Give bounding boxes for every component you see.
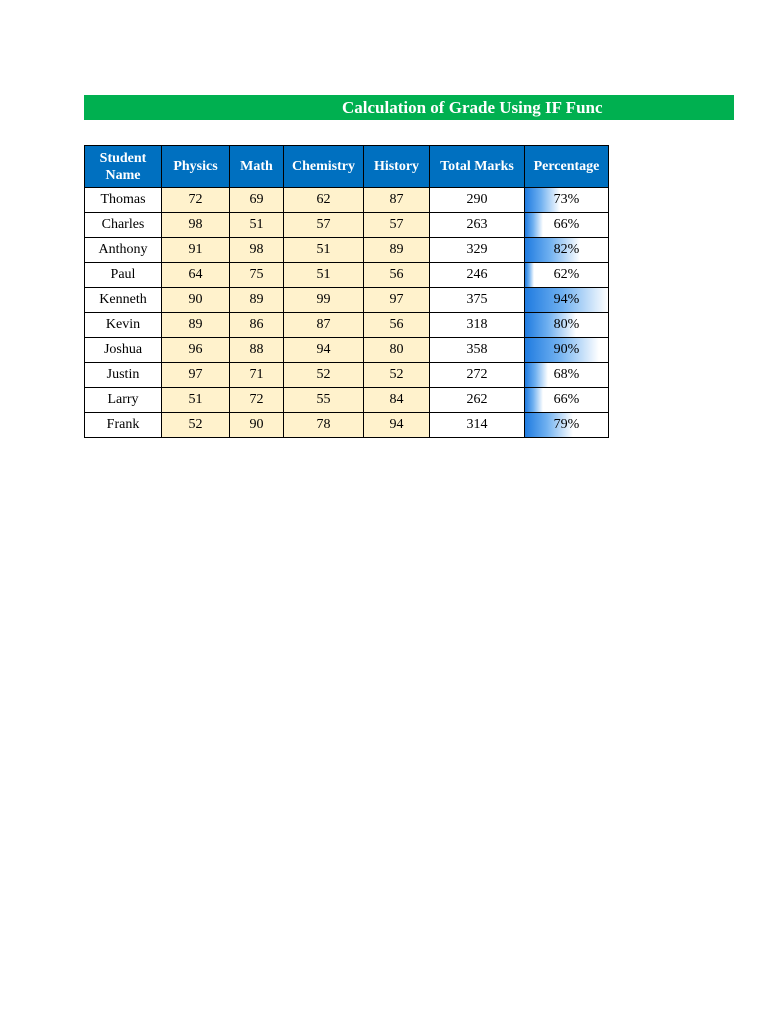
percentage-cell[interactable] (525, 388, 609, 413)
total-marks-cell[interactable]: 290 (430, 188, 525, 213)
title-bar (84, 95, 734, 120)
header-percentage[interactable]: Percentage (525, 146, 609, 188)
history-score-cell[interactable]: 80 (364, 338, 430, 363)
percentage-cell[interactable] (525, 338, 609, 363)
math-score-cell[interactable]: 86 (230, 313, 284, 338)
grade-rows (85, 188, 609, 438)
percentage-cell[interactable] (525, 363, 609, 388)
student-name-cell[interactable]: Anthony (85, 238, 162, 263)
chemistry-score-cell[interactable]: 52 (284, 363, 364, 388)
student-name-cell[interactable]: Charles (85, 213, 162, 238)
physics-score-cell[interactable]: 64 (162, 263, 230, 288)
history-score-cell[interactable]: 57 (364, 213, 430, 238)
percentage-value: 90% (553, 342, 580, 357)
student-name-cell[interactable]: Kevin (85, 313, 162, 338)
student-name-cell[interactable]: Justin (85, 363, 162, 388)
grades-table (84, 145, 609, 438)
student-name-cell[interactable]: Paul (85, 263, 162, 288)
header-chemistry[interactable]: Chemistry (284, 146, 364, 188)
history-score-cell[interactable]: 97 (364, 288, 430, 313)
physics-score-cell[interactable]: 96 (162, 338, 230, 363)
table-row (85, 263, 609, 288)
chemistry-score-cell[interactable]: 51 (284, 263, 364, 288)
percentage-cell[interactable] (525, 213, 609, 238)
header-physics[interactable]: Physics (162, 146, 230, 188)
total-marks-cell[interactable]: 329 (430, 238, 525, 263)
header-row (85, 146, 609, 188)
student-name-cell[interactable]: Joshua (85, 338, 162, 363)
percentage-value: 66% (553, 392, 580, 407)
math-score-cell[interactable]: 69 (230, 188, 284, 213)
percentage-value: 79% (553, 417, 580, 432)
student-name-cell[interactable]: Kenneth (85, 288, 162, 313)
percentage-databar (525, 263, 534, 287)
math-score-cell[interactable]: 75 (230, 263, 284, 288)
header-history[interactable]: History (364, 146, 430, 188)
percentage-value: 62% (553, 267, 580, 282)
total-marks-cell[interactable]: 272 (430, 363, 525, 388)
physics-score-cell[interactable]: 91 (162, 238, 230, 263)
physics-score-cell[interactable]: 52 (162, 413, 230, 438)
math-score-cell[interactable]: 88 (230, 338, 284, 363)
sheet-title: Calculation of Grade Using IF Func (342, 98, 603, 117)
total-marks-cell[interactable]: 262 (430, 388, 525, 413)
chemistry-score-cell[interactable]: 62 (284, 188, 364, 213)
physics-score-cell[interactable]: 51 (162, 388, 230, 413)
table-row (85, 338, 609, 363)
table-row (85, 238, 609, 263)
chemistry-score-cell[interactable]: 78 (284, 413, 364, 438)
percentage-cell[interactable] (525, 188, 609, 213)
percentage-cell[interactable] (525, 313, 609, 338)
math-score-cell[interactable]: 98 (230, 238, 284, 263)
chemistry-score-cell[interactable]: 99 (284, 288, 364, 313)
math-score-cell[interactable]: 51 (230, 213, 284, 238)
history-score-cell[interactable]: 52 (364, 363, 430, 388)
total-marks-cell[interactable]: 263 (430, 213, 525, 238)
math-score-cell[interactable]: 90 (230, 413, 284, 438)
percentage-value: 80% (553, 317, 580, 332)
percentage-cell[interactable] (525, 288, 609, 313)
table-row (85, 213, 609, 238)
physics-score-cell[interactable]: 89 (162, 313, 230, 338)
percentage-cell[interactable] (525, 413, 609, 438)
chemistry-score-cell[interactable]: 94 (284, 338, 364, 363)
chemistry-score-cell[interactable]: 55 (284, 388, 364, 413)
table-row (85, 413, 609, 438)
math-score-cell[interactable]: 71 (230, 363, 284, 388)
percentage-value: 66% (553, 217, 580, 232)
percentage-databar (525, 388, 543, 412)
chemistry-score-cell[interactable]: 87 (284, 313, 364, 338)
table-row (85, 288, 609, 313)
header-student-name[interactable]: Student Name (85, 146, 162, 188)
total-marks-cell[interactable]: 318 (430, 313, 525, 338)
student-name-cell[interactable]: Frank (85, 413, 162, 438)
percentage-databar (525, 363, 548, 387)
total-marks-cell[interactable]: 375 (430, 288, 525, 313)
physics-score-cell[interactable]: 72 (162, 188, 230, 213)
physics-score-cell[interactable]: 97 (162, 363, 230, 388)
total-marks-cell[interactable]: 246 (430, 263, 525, 288)
total-marks-cell[interactable]: 358 (430, 338, 525, 363)
math-score-cell[interactable]: 89 (230, 288, 284, 313)
total-marks-cell[interactable]: 314 (430, 413, 525, 438)
percentage-cell[interactable] (525, 263, 609, 288)
history-score-cell[interactable]: 56 (364, 263, 430, 288)
table-row (85, 388, 609, 413)
history-score-cell[interactable]: 56 (364, 313, 430, 338)
physics-score-cell[interactable]: 90 (162, 288, 230, 313)
table-row (85, 313, 609, 338)
percentage-value: 94% (553, 292, 580, 307)
history-score-cell[interactable]: 84 (364, 388, 430, 413)
table-row (85, 363, 609, 388)
percentage-cell[interactable] (525, 238, 609, 263)
percentage-value: 68% (553, 367, 580, 382)
chemistry-score-cell[interactable]: 51 (284, 238, 364, 263)
header-math[interactable]: Math (230, 146, 284, 188)
student-name-cell[interactable]: Larry (85, 388, 162, 413)
student-name-cell[interactable]: Thomas (85, 188, 162, 213)
percentage-value: 73% (553, 192, 580, 207)
physics-score-cell[interactable]: 98 (162, 213, 230, 238)
percentage-databar (525, 213, 543, 237)
header-total-marks[interactable]: Total Marks (430, 146, 525, 188)
math-score-cell[interactable]: 72 (230, 388, 284, 413)
history-score-cell[interactable]: 87 (364, 188, 430, 213)
history-score-cell[interactable]: 89 (364, 238, 430, 263)
chemistry-score-cell[interactable]: 57 (284, 213, 364, 238)
percentage-value: 82% (553, 242, 580, 257)
table-row (85, 188, 609, 213)
history-score-cell[interactable]: 94 (364, 413, 430, 438)
